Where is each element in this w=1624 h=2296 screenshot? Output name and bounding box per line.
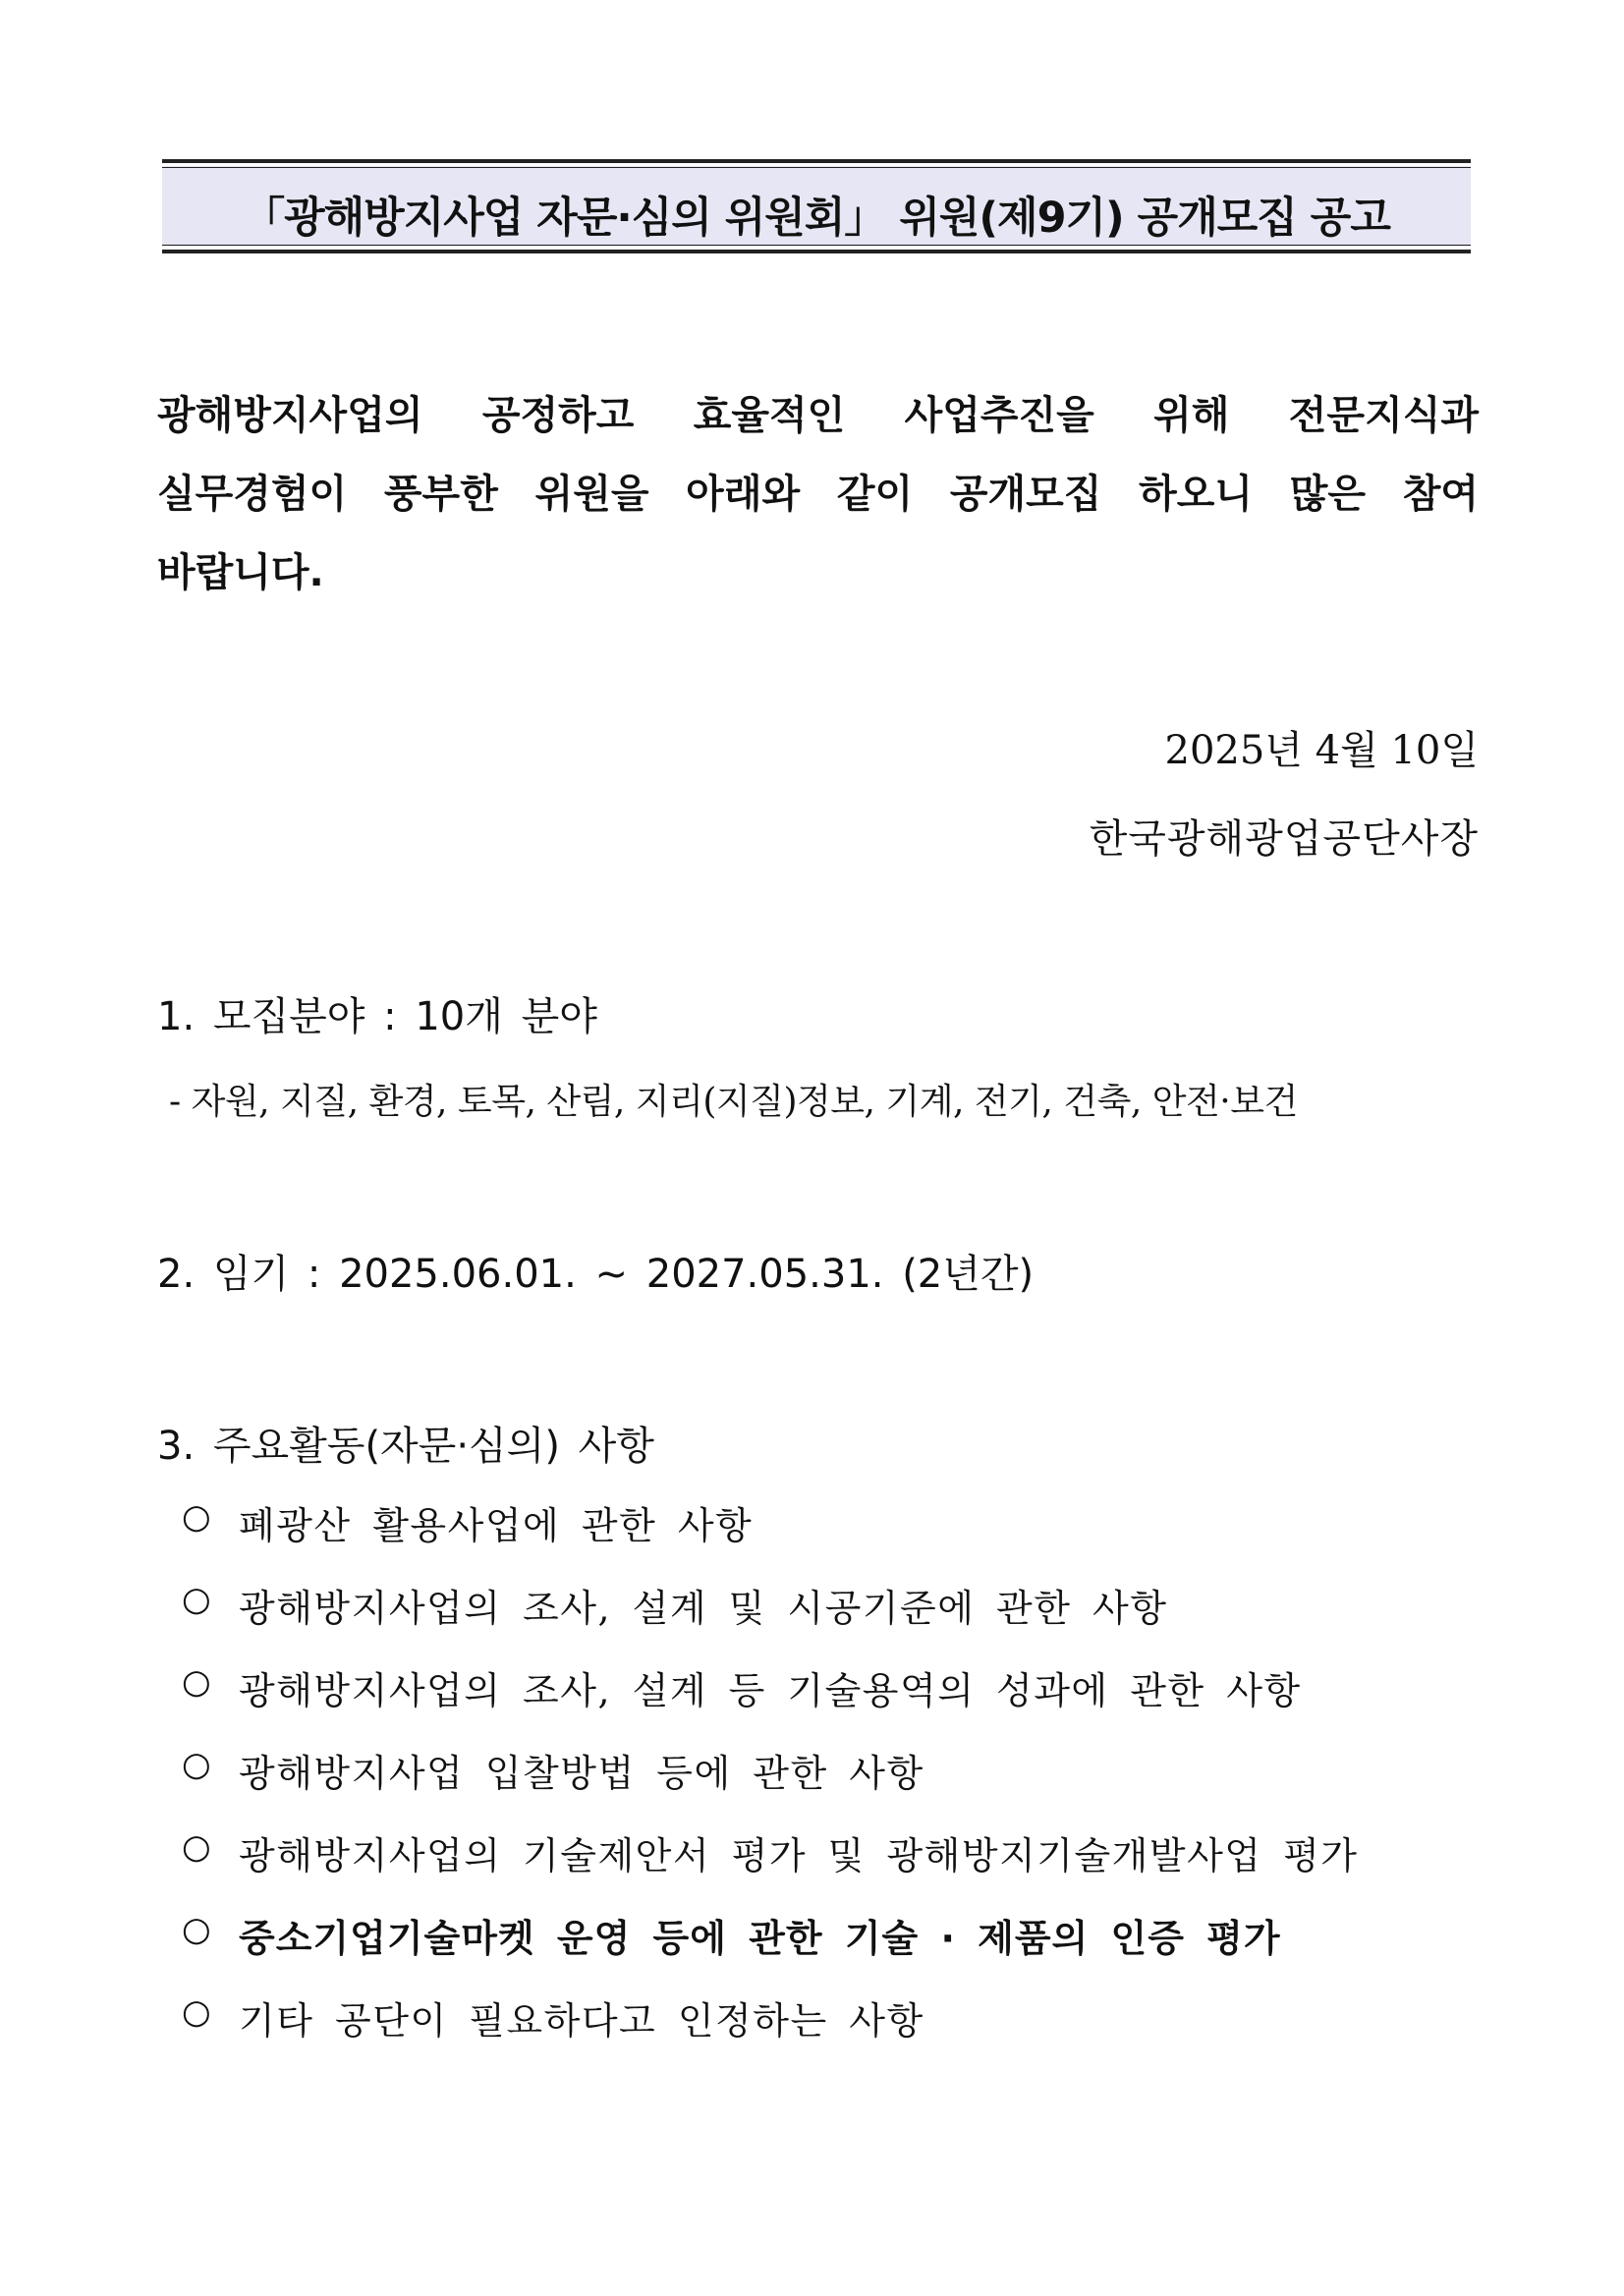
list-item-text: 광해방지사업의 조사, 설계 및 시공기준에 관한 사항 [239,1587,1168,1630]
circle-bullet-icon: ○ [182,1745,213,1784]
circle-bullet-icon: ○ [182,1580,213,1619]
section-heading-term: 2. 임기 : 2025.06.01. ~ 2027.05.31. (2년간) [157,1252,1035,1297]
document-title: 「광해방지사업 자문·심의 위원회」 위원(제9기) 공개모집 공고 [243,194,1390,243]
list-item-text: 폐광산 활용사업에 관한 사항 [239,1504,754,1547]
announcement-date: 2025년 4월 10일 [1164,728,1479,773]
circle-bullet-icon: ○ [182,1910,212,1949]
recruitment-fields-list: - 자원, 지질, 환경, 토목, 산림, 지리(지질)정보, 기계, 전기, 건축, 안전·보건 [169,1082,1298,1122]
circle-bullet-icon: ○ [182,1992,213,2032]
title-box [162,159,1471,253]
intro-paragraph [157,376,1479,612]
circle-bullet-icon: ○ [182,1497,213,1537]
circle-bullet-icon: ○ [182,1827,213,1867]
list-item-text: 기타 공단이 필요하다고 인정하는 사항 [239,1999,924,2043]
list-item-text: 광해방지사업의 기술제안서 평가 및 광해방지기술개발사업 평가 [239,1834,1359,1877]
section-heading-recruitment-fields: 1. 모집분야 : 10개 분야 [157,994,597,1039]
intro-line: 실무경험이 풍부한 위원을 아래와 같이 공개모집 하오니 많은 참여 [157,472,1479,517]
list-item-text: 광해방지사업 입찰방법 등에 관한 사항 [239,1752,924,1795]
section-heading-main-activities: 3. 주요활동(자문·심의) 사항 [157,1424,654,1469]
issuer-name: 한국광해광업공단사장 [1089,816,1479,862]
circle-bullet-icon: ○ [182,1662,213,1702]
intro-line: 바랍니다. [157,550,324,595]
list-item-text: 광해방지사업의 조사, 설계 등 기술용역의 성과에 관한 사항 [239,1669,1302,1712]
intro-line: 광해방지사업의 공정하고 효율적인 사업추진을 위해 전문지식과 [157,393,1479,438]
list-item-text: 중소기업기술마켓 운영 등에 관한 기술 · 제품의 인증 평가 [239,1917,1281,1960]
